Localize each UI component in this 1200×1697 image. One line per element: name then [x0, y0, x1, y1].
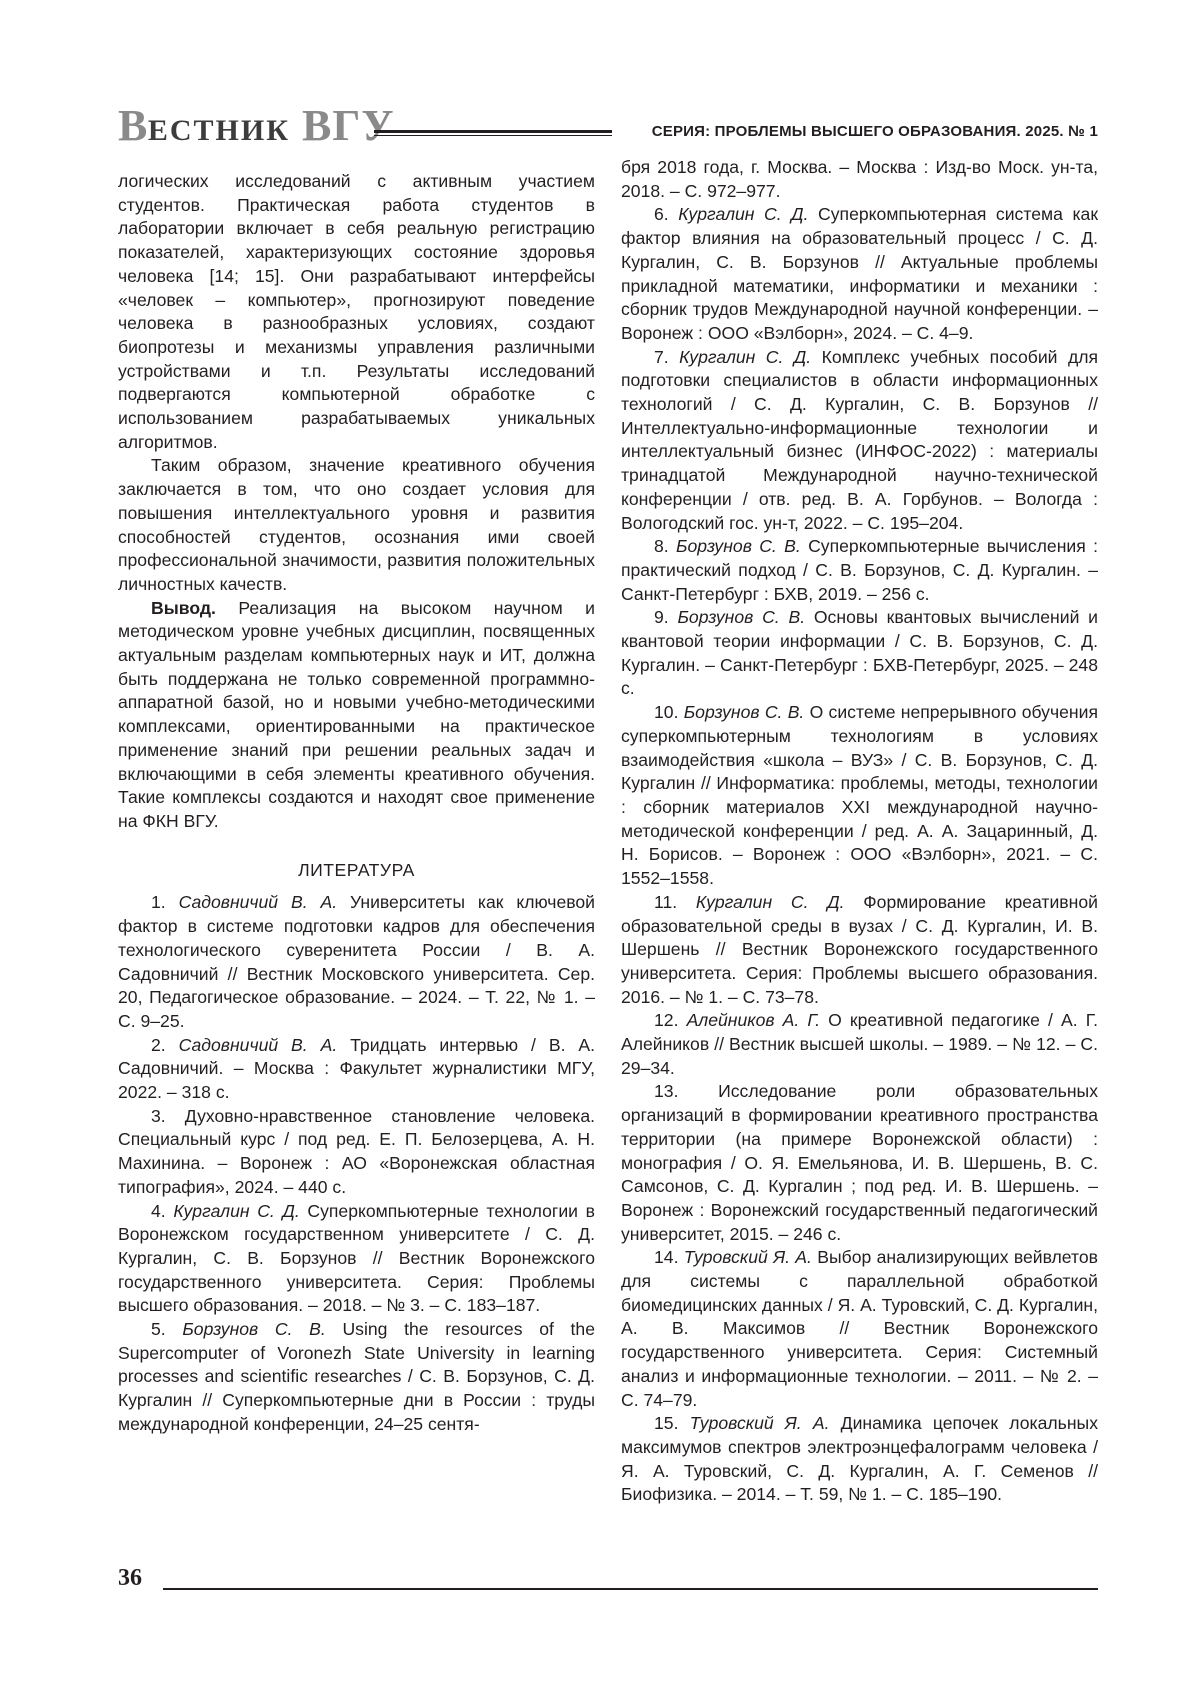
- reference-text: Комплекс учебных пособий для подготовки специалистов в области информационных технологий / С. Д. Кургалин, С. В. Борзунов // Интеллектуально-информационные технологии и интеллектуальный бизнес (ИНФОС-2022) : материалы тринадцатой Международной научно-технической конференции / отв. ред. В. А. Горбунов. – Вологда : Вологодский гос. ун-т, 2022. – С. 195–204.: [621, 346, 1099, 533]
- reference-author: Кургалин С. Д.: [678, 204, 809, 225]
- conclusion-label: Вывод.: [151, 597, 216, 618]
- reference-author: Борзунов С. В.: [676, 536, 801, 557]
- reference-text: Формирование креативной образовательной среды в вузах / С. Д. Кургалин, И. В. Шершень // Вестник Воронежского государственного университета. Серия: Проблемы высшего образования. 2016. – № 1. – С. 73–78.: [621, 891, 1098, 1007]
- series-title: СЕРИЯ: ПРОБЛЕМЫ ВЫСШЕГО ОБРАЗОВАНИЯ. 2025. № 1: [651, 123, 1098, 140]
- reference-number: 5.: [151, 1319, 183, 1340]
- reference-number: 6.: [654, 204, 679, 225]
- reference-number: 7.: [654, 346, 680, 367]
- reference-number: 3.: [151, 1105, 185, 1126]
- reference-item: [621, 203, 1098, 345]
- reference-item: [621, 346, 1098, 536]
- left-column: [118, 170, 595, 1437]
- reference-item: [118, 891, 595, 1033]
- reference-author: Туровский Я. А.: [689, 1413, 830, 1434]
- reference-author: Кургалин С. Д.: [679, 346, 812, 367]
- reference-author: Борзунов С. В.: [683, 702, 805, 723]
- body-paragraph: логических исследований с активным участием студентов. Практическая работа студентов в лаборатории включает в себя реальную регистрацию показателей, характеризующих состояние здоровья человека [14; 15]. Они разрабатывают интерфейсы «человек – компьютер», прогнозируют поведение человека в разнообразных условиях, создают биопротезы и механизмы управления различными устройствами и т.п. Результаты исследований подвергаются компьютерной обработке с использованием разрабатываемых уникальных алгоритмов.: [118, 171, 595, 452]
- references-list-left: [118, 891, 595, 1436]
- logo-vgu: ВГУ: [301, 101, 395, 150]
- reference-author: Алейников А. Г.: [686, 1010, 821, 1031]
- reference-number: 13.: [654, 1081, 719, 1102]
- reference-item: [621, 891, 1098, 1010]
- reference-number: 12.: [654, 1010, 687, 1031]
- reference-author: Туровский Я. А.: [683, 1247, 812, 1268]
- reference-text: Суперкомпьютерная система как фактор влияния на образовательный процесс / С. Д. Кургалин, С. В. Борзунов // Актуальные проблемы прикладной математики, информатики и механики : сборник трудов Международной научной конференции. – Воронеж : ООО «Вэлборн», 2024. – С. 4–9.: [621, 204, 1099, 343]
- running-header: [118, 101, 1098, 150]
- reference-number: 8.: [654, 536, 677, 557]
- reference-item: [118, 1034, 595, 1105]
- reference-item: [118, 1105, 595, 1200]
- reference-item: [621, 535, 1098, 606]
- reference-text: Университеты как ключевой фактор в системе подготовки кадров для обеспечения технологического суверенитета России / В. А. Садовничий // Вестник Московского университета. Сер. 20, Педагогическое образование. – 2024. – Т. 22, № 1. – С. 9–25.: [118, 892, 596, 1031]
- journal-logo: [118, 101, 395, 153]
- reference-author: Кургалин С. Д.: [173, 1200, 300, 1221]
- reference-item: [621, 1080, 1098, 1246]
- reference-number: 4.: [151, 1200, 174, 1221]
- reference-number: 11.: [654, 891, 696, 912]
- reference-author: Кургалин С. Д.: [695, 891, 845, 912]
- conclusion-text: Реализация на высоком научном и методическом уровне учебных дисциплин, посвященных актуальным разделам компьютерных наук и ИТ, должна быть поддержана не только современной программно-аппаратной базой, но и новыми учебно-методическими комплексами, ориентированными на практическое применение знаний при решении реальных задач и включающими в себя элементы креативного обучения. Такие комплексы создаются и находят свое применение на ФКН ВГУ.: [118, 597, 595, 831]
- right-column: [621, 156, 1098, 1507]
- reference-text: Духовно-нравственное становление человека. Специальный курс / под ред. Е. П. Белозерцева, А. Н. Махинина. – Воронеж : АО «Воронежская областная типография», 2024. – 440 с.: [118, 1105, 596, 1197]
- reference-number: 15.: [654, 1413, 690, 1434]
- reference-item: [621, 701, 1098, 891]
- reference-author: Борзунов С. В.: [182, 1319, 326, 1340]
- reference-author: Садовничий В. А.: [178, 1034, 338, 1055]
- reference-number: 14.: [654, 1247, 684, 1268]
- reference-text: Суперкомпьютерные вычисления : практический подход / С. В. Борзунов, С. Д. Кургалин. – Санкт-Петербург : БХВ, 2019. – 256 с.: [621, 536, 1099, 604]
- references-list-right: [621, 203, 1098, 1507]
- reference-author: Садовничий В. А.: [178, 892, 338, 913]
- footer-rule: [163, 1588, 1098, 1590]
- reference-text: Using the resources of the Supercomputer of Voronezh State University in learning processes and scientific researches / С. В. Борзунов, С. Д. Кургалин // Суперкомпьютерные дни в России : труды международной конференции, 24–25 сентя-: [118, 1319, 595, 1434]
- reference-text: Динамика цепочек локальных максимумов спектров электроэнцефалограмм человека / Я. А. Туровский, С. Д. Кургалин, А. Г. Семенов // Биофизика. – 2014. – Т. 59, № 1. – С. 185–190.: [621, 1413, 1098, 1505]
- logo-initial: В: [118, 101, 148, 150]
- reference-text: Тридцать интервью / В. А. Садовничий. – Москва : Факультет журналистики МГУ, 2022. – 318 с.: [118, 1034, 596, 1103]
- reference-item: [621, 1246, 1098, 1412]
- reference-text: Суперкомпьютерные технологии в Воронежском государственном университете / С. Д. Кургалин, С. В. Борзунов // Вестник Воронежского государственного университета. Серия: Проблемы высшего образования. – 2018. – № 3. – С. 183–187.: [118, 1200, 595, 1316]
- reference-continuation: бря 2018 года, г. Москва. – Москва : Изд-во Моск. ун-та, 2018. – С. 972–977.: [621, 157, 1098, 201]
- reference-number: 1.: [151, 892, 179, 913]
- page-number: 36: [118, 1565, 142, 1591]
- references-heading: ЛИТЕРАТУРА: [298, 859, 415, 880]
- reference-text: Выбор анализирующих вейвлетов для системы с параллельной обработкой биомедицинских данных / Я. А. Туровский, С. Д. Кургалин, А. В. Максимов // Вестник Воронежского государственного университета. Серия: Системный анализ и информационные технологии. – 2011. – № 2. – С. 74–79.: [621, 1247, 1099, 1410]
- reference-item: [118, 1200, 595, 1319]
- header-rule: [374, 130, 612, 136]
- reference-item: [118, 1318, 595, 1437]
- reference-text: Основы квантовых вычислений и квантовой теории информации / С. В. Борзунов, С. Д. Кургалин. – Санкт-Петербург : БХВ-Петербург, 2025. – 248 с.: [621, 607, 1098, 699]
- conclusion-paragraph: [118, 597, 595, 834]
- reference-text: О системе непрерывного обучения суперкомпьютерным технологиям в условиях взаимодействия «школа – ВУЗ» / С. В. Борзунов, С. Д. Кургалин // Информатика: проблемы, методы, технологии : сборник материалов XXI международной научно-методической конференции / ред. А. А. Зацаринный, Д. Н. Борисов. – Воронеж : ООО «Вэлборн», 2021. – С. 1552–1558.: [621, 702, 1098, 889]
- reference-number: 10.: [654, 702, 684, 723]
- reference-number: 9.: [654, 607, 678, 628]
- reference-author: Борзунов С. В.: [677, 607, 806, 628]
- reference-text: О креативной педагогике / А. Г. Алейников // Вестник высшей школы. – 1989. – № 12. – С. 29–34.: [621, 1010, 1098, 1078]
- logo-word: ЕСТНИК: [147, 114, 290, 147]
- reference-item: [621, 1009, 1098, 1080]
- reference-item: [621, 1412, 1098, 1507]
- reference-text: Исследование роли образовательных организаций в формировании креативного пространства территории (на примере Воронежской области) : монография / О. Я. Емельянова, И. В. Шершень, В. С. Самсонов, С. Д. Кургалин ; под ред. И. В. Шершень. – Воронеж : Воронежский государственный педагогический университет, 2015. – 246 с.: [621, 1081, 1098, 1244]
- reference-item: [621, 606, 1098, 701]
- reference-number: 2.: [151, 1034, 179, 1055]
- body-paragraph: Таким образом, значение креативного обучения заключается в том, что оно создает условия для повышения интеллектуального уровня и развития способностей студентов, осознания ими своей профессиональной значимости, развития положительных личностных качеств.: [118, 455, 595, 594]
